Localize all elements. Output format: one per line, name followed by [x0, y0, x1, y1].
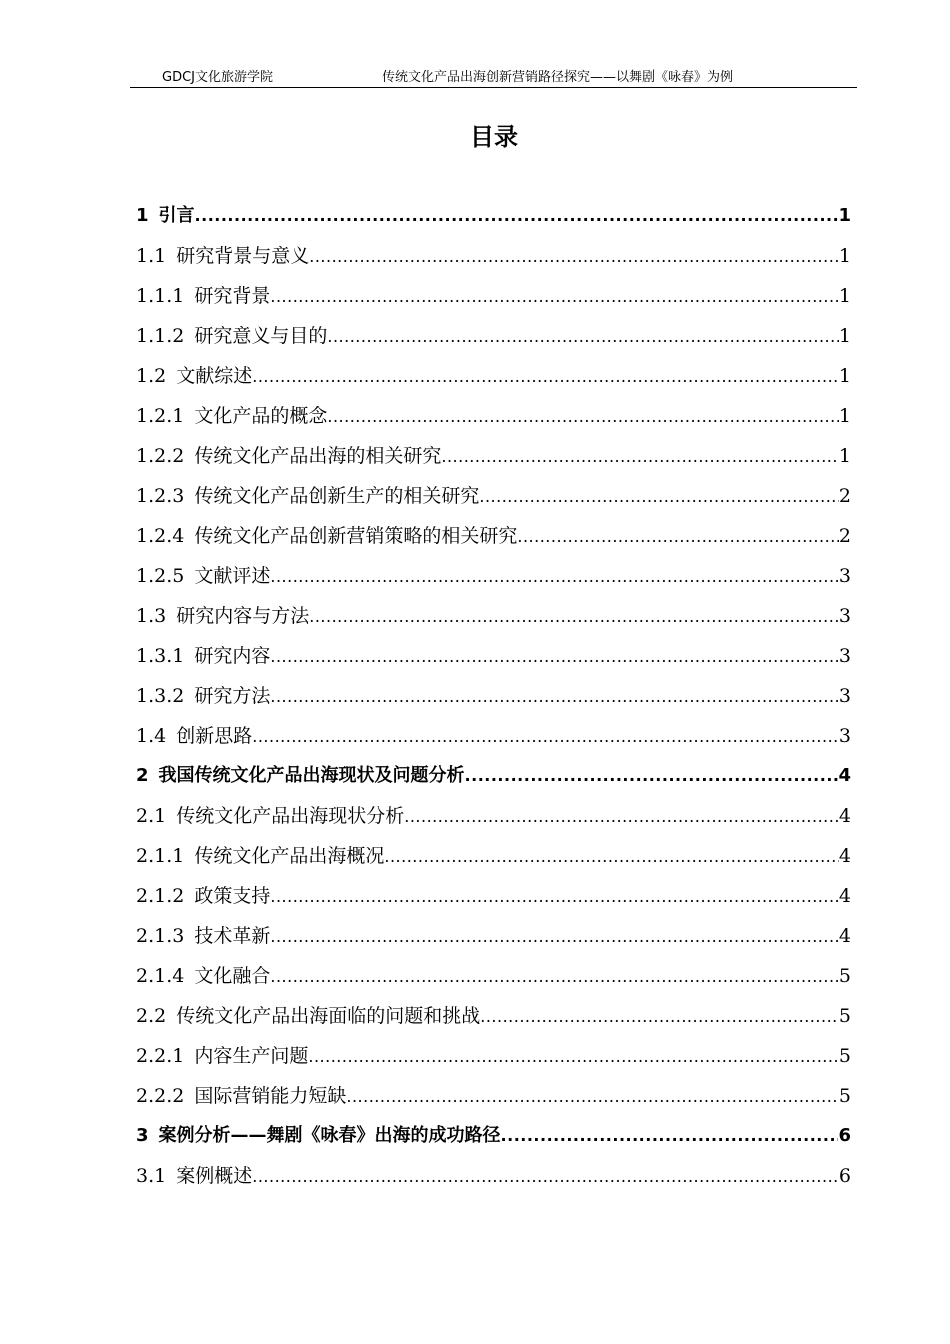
- toc-entry[interactable]: [136, 916, 851, 956]
- toc-entry[interactable]: [136, 276, 851, 316]
- toc-dot-leader: [517, 517, 839, 556]
- toc-entry-number: 2.2: [136, 1005, 167, 1027]
- toc-dot-leader: [479, 477, 839, 516]
- toc-entry-number: 1.3.1: [136, 645, 185, 667]
- toc-entry-page-number: 4: [838, 925, 851, 947]
- toc-entry-page-number: 1: [838, 205, 851, 226]
- toc-entry-title: 引言: [158, 205, 195, 226]
- toc-dot-leader: [309, 237, 839, 276]
- toc-entry[interactable]: [136, 516, 851, 556]
- toc-entry-title: 政策支持: [194, 885, 271, 907]
- toc-dot-leader: [480, 997, 839, 1036]
- toc-entry[interactable]: [136, 796, 851, 836]
- toc-entry[interactable]: [136, 596, 851, 636]
- toc-entry[interactable]: [136, 316, 851, 356]
- toc-dot-leader: [270, 637, 839, 676]
- toc-entry-number: 1.3: [136, 605, 167, 627]
- toc-dot-leader: [384, 837, 839, 876]
- toc-dot-leader: [465, 756, 839, 796]
- toc-entry-title: 文化产品的概念: [194, 405, 328, 427]
- toc-entry-title: 创新思路: [176, 725, 253, 747]
- toc-dot-leader: [308, 1037, 839, 1076]
- toc-entry[interactable]: [136, 356, 851, 396]
- toc-entry-title: 传统文化产品出海概况: [194, 845, 385, 867]
- toc-entry-title: 国际营销能力短缺: [194, 1085, 347, 1107]
- toc-dot-leader: [501, 1116, 839, 1156]
- toc-entry[interactable]: [136, 636, 851, 676]
- toc-entry-number: 1.1: [136, 245, 167, 267]
- toc-entry[interactable]: [136, 476, 851, 516]
- toc-entry[interactable]: [136, 876, 851, 916]
- toc-entry-title: 案例概述: [176, 1165, 253, 1187]
- toc-entry-title: 研究方法: [194, 685, 271, 707]
- toc-entry-title: 案例分析——舞剧《咏春》出海的成功路径: [158, 1125, 501, 1146]
- header-paper-title: 传统文化产品出海创新营销路径探究——以舞剧《咏春》为例: [382, 70, 734, 85]
- toc-dot-leader: [270, 277, 839, 316]
- toc-entry-page-number: 3: [838, 725, 851, 747]
- toc-entry[interactable]: [136, 956, 851, 996]
- toc-dot-leader: [441, 437, 839, 476]
- table-of-contents: [136, 196, 851, 1196]
- toc-entry-page-number: 3: [838, 565, 851, 587]
- toc-dot-leader: [252, 1157, 839, 1196]
- toc-entry-page-number: 1: [838, 365, 851, 387]
- toc-entry[interactable]: [136, 836, 851, 876]
- toc-dot-leader: [270, 957, 839, 996]
- toc-entry[interactable]: [136, 1156, 851, 1196]
- toc-entry-number: 1.4: [136, 725, 167, 747]
- page-header: [130, 68, 857, 88]
- toc-entry[interactable]: [136, 1116, 851, 1156]
- toc-entry-title: 我国传统文化产品出海现状及问题分析: [158, 765, 465, 786]
- toc-title: 目录: [470, 123, 518, 151]
- toc-entry-number: 1.3.2: [136, 685, 185, 707]
- toc-entry-number: 2: [136, 765, 149, 786]
- toc-entry-title: 传统文化产品出海面临的问题和挑战: [176, 1005, 481, 1027]
- toc-entry-number: 2.1.3: [136, 925, 185, 947]
- toc-entry-page-number: 3: [838, 685, 851, 707]
- toc-entry-title: 研究背景与意义: [176, 245, 310, 267]
- toc-entry-number: 1.2.2: [136, 445, 185, 467]
- toc-entry-title: 研究背景: [194, 285, 271, 307]
- toc-entry-page-number: 5: [838, 965, 851, 987]
- toc-entry[interactable]: [136, 436, 851, 476]
- toc-dot-leader: [252, 717, 839, 756]
- toc-entry[interactable]: [136, 1036, 851, 1076]
- toc-entry-title: 内容生产问题: [194, 1045, 309, 1067]
- toc-entry-page-number: 3: [838, 645, 851, 667]
- toc-entry-title: 研究意义与目的: [194, 325, 328, 347]
- toc-entry[interactable]: [136, 556, 851, 596]
- toc-entry-page-number: 6: [838, 1165, 851, 1187]
- toc-entry-number: 2.1: [136, 805, 167, 827]
- toc-entry[interactable]: [136, 756, 851, 796]
- toc-entry-number: 2.1.2: [136, 885, 185, 907]
- toc-entry[interactable]: [136, 1076, 851, 1116]
- toc-entry-title: 传统文化产品出海的相关研究: [194, 445, 442, 467]
- toc-entry-page-number: 6: [838, 1125, 851, 1146]
- toc-entry-title: 研究内容与方法: [176, 605, 310, 627]
- toc-entry-title: 研究内容: [194, 645, 271, 667]
- toc-entry-number: 2.2.1: [136, 1045, 185, 1067]
- toc-entry-title: 传统文化产品出海现状分析: [176, 805, 405, 827]
- toc-entry-number: 1.2: [136, 365, 167, 387]
- toc-entry-page-number: 5: [838, 1085, 851, 1107]
- toc-dot-leader: [346, 1077, 839, 1116]
- toc-dot-leader: [270, 917, 839, 956]
- toc-entry-title: 技术革新: [194, 925, 271, 947]
- toc-entry-title: 传统文化产品创新营销策略的相关研究: [194, 525, 518, 547]
- toc-entry[interactable]: [136, 196, 851, 236]
- toc-dot-leader: [327, 317, 839, 356]
- toc-entry-number: 1: [136, 205, 149, 226]
- toc-dot-leader: [327, 397, 839, 436]
- toc-entry[interactable]: [136, 716, 851, 756]
- toc-entry-page-number: 4: [838, 765, 851, 786]
- toc-dot-leader: [309, 597, 839, 636]
- toc-entry-title: 文献综述: [176, 365, 253, 387]
- toc-entry[interactable]: [136, 236, 851, 276]
- toc-entry-page-number: 1: [838, 285, 851, 307]
- toc-entry-page-number: 2: [838, 485, 851, 507]
- toc-entry-number: 1.2.1: [136, 405, 185, 427]
- toc-entry-number: 1.1.2: [136, 325, 185, 347]
- toc-entry-title: 文献评述: [194, 565, 271, 587]
- toc-entry-number: 2.1.4: [136, 965, 185, 987]
- toc-entry-page-number: 1: [838, 245, 851, 267]
- toc-entry-number: 2.1.1: [136, 845, 185, 867]
- toc-entry-number: 1.2.3: [136, 485, 185, 507]
- toc-entry-title: 文化融合: [194, 965, 271, 987]
- toc-entry[interactable]: [136, 676, 851, 716]
- toc-entry-page-number: 5: [838, 1005, 851, 1027]
- toc-entry-number: 3: [136, 1125, 149, 1146]
- toc-dot-leader: [195, 196, 839, 236]
- header-institution: GDCJ文化旅游学院: [162, 70, 273, 85]
- toc-entry-page-number: 3: [838, 605, 851, 627]
- toc-entry-number: 2.2.2: [136, 1085, 185, 1107]
- toc-entry-number: 1.2.5: [136, 565, 185, 587]
- toc-entry-page-number: 4: [838, 885, 851, 907]
- toc-entry-title: 传统文化产品创新生产的相关研究: [194, 485, 480, 507]
- toc-dot-leader: [252, 357, 839, 396]
- toc-entry[interactable]: [136, 996, 851, 1036]
- toc-entry[interactable]: [136, 396, 851, 436]
- toc-entry-page-number: 1: [838, 325, 851, 347]
- toc-entry-number: 3.1: [136, 1165, 167, 1187]
- toc-entry-number: 1.2.4: [136, 525, 185, 547]
- toc-entry-page-number: 1: [838, 445, 851, 467]
- toc-dot-leader: [270, 877, 839, 916]
- toc-entry-page-number: 4: [838, 805, 851, 827]
- toc-dot-leader: [270, 677, 839, 716]
- toc-entry-page-number: 4: [838, 845, 851, 867]
- toc-entry-number: 1.1.1: [136, 285, 185, 307]
- toc-entry-page-number: 2: [838, 525, 851, 547]
- toc-entry-page-number: 5: [838, 1045, 851, 1067]
- toc-dot-leader: [270, 557, 839, 596]
- toc-dot-leader: [404, 797, 839, 836]
- toc-entry-page-number: 1: [838, 405, 851, 427]
